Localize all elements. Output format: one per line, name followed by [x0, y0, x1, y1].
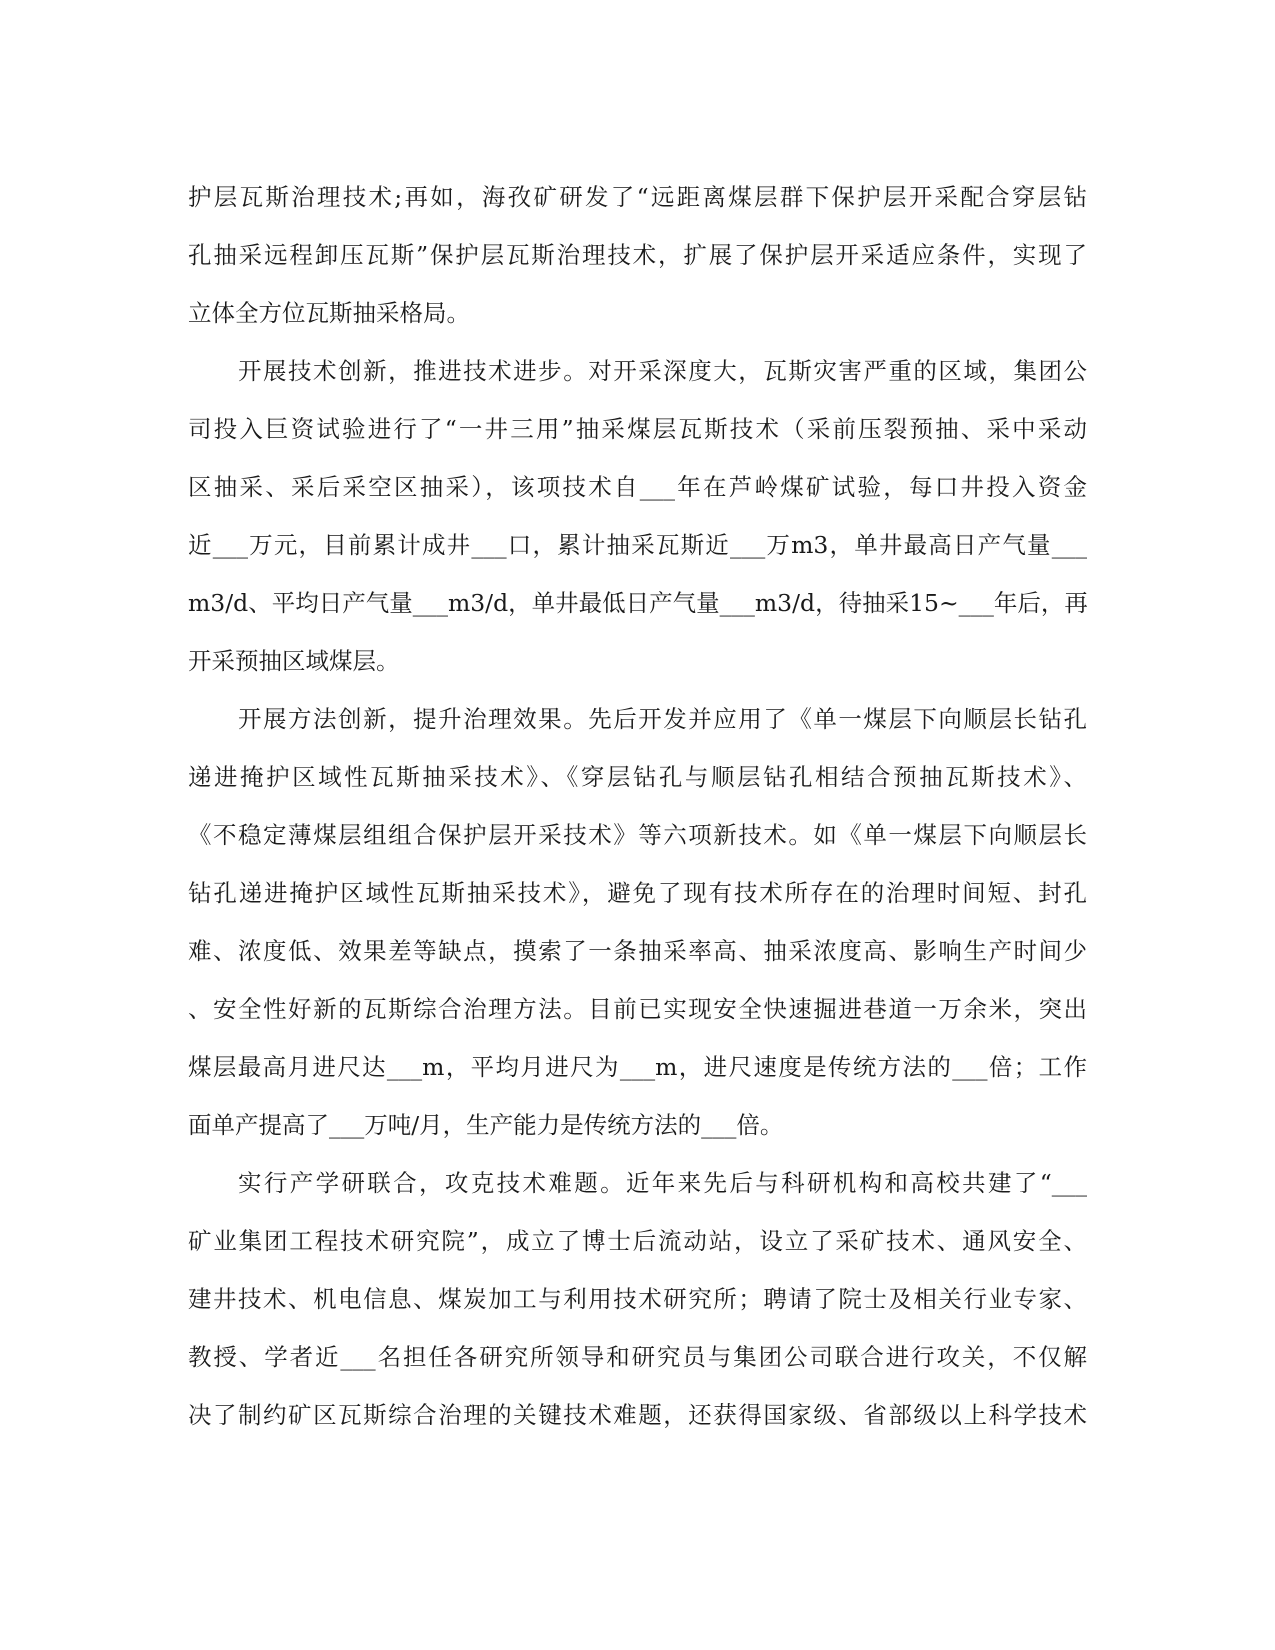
text-line: 建井技术、机电信息、煤炭加工与利用技术研究所；聘请了院士及相关行业专家、: [188, 1285, 1087, 1313]
paragraph-industry-research: [188, 1154, 1087, 1444]
paragraph-technical-innovation: [188, 342, 1087, 690]
text-line: 开展方法创新，提升治理效果。先后开发并应用了《单一煤层下向顺层长钻孔: [238, 705, 1087, 733]
text-line: 近___万元，目前累计成井___口，累计抽采瓦斯近___万m3，单井最高日产气量___: [188, 531, 1087, 559]
text-line: 面单产提高了___万吨/月，生产能力是传统方法的___倍。: [188, 1111, 784, 1139]
text-line: 矿业集团工程技术研究院”，成立了博士后流动站，设立了采矿技术、通风安全、: [188, 1227, 1087, 1255]
text-line: 开采预抽区域煤层。: [188, 647, 400, 675]
text-line: 立体全方位瓦斯抽采格局。: [188, 299, 470, 327]
text-line: 钻孔递进掩护区域性瓦斯抽采技术》，避免了现有技术所存在的治理时间短、封孔: [188, 879, 1087, 907]
paragraph-method-innovation: [188, 690, 1087, 1154]
text-line: 孔抽采远程卸压瓦斯”保护层瓦斯治理技术，扩展了保护层开采适应条件，实现了: [188, 241, 1087, 269]
text-line: 煤层最高月进尺达___m，平均月进尺为___m，进尺速度是传统方法的___倍；工作: [188, 1053, 1087, 1081]
text-line: 《不稳定薄煤层组组合保护层开采技术》等六项新技术。如《单一煤层下向顺层长: [188, 821, 1087, 849]
text-line: 教授、学者近___名担任各研究所领导和研究员与集团公司联合进行攻关，不仅解: [188, 1343, 1087, 1371]
text-line: 决了制约矿区瓦斯综合治理的关键技术难题，还获得国家级、省部级以上科学技术: [188, 1401, 1087, 1429]
document-body: [188, 168, 1087, 1444]
text-line: 司投入巨资试验进行了“一井三用”抽采煤层瓦斯技术（采前压裂预抽、采中采动: [188, 415, 1087, 443]
text-line: 难、浓度低、效果差等缺点，摸索了一条抽采率高、抽采浓度高、影响生产时间少: [188, 937, 1087, 965]
paragraph-protective-layer: [188, 168, 1087, 342]
text-line: 护层瓦斯治理技术;再如，海孜矿研发了“远距离煤层群下保护层开采配合穿层钻: [188, 183, 1087, 211]
text-line: 、安全性好新的瓦斯综合治理方法。目前已实现安全快速掘进巷道一万余米，突出: [188, 995, 1087, 1023]
text-line: 区抽采、采后采空区抽采），该项技术自___年在芦岭煤矿试验，每口井投入资金: [188, 473, 1087, 501]
text-line: 开展技术创新，推进技术进步。对开采深度大，瓦斯灾害严重的区域，集团公: [238, 357, 1087, 385]
text-line: 实行产学研联合，攻克技术难题。近年来先后与科研机构和高校共建了“___: [238, 1169, 1087, 1197]
text-line: 递进掩护区域性瓦斯抽采技术》、《穿层钻孔与顺层钻孔相结合预抽瓦斯技术》、: [188, 763, 1087, 791]
text-line: m3/d、平均日产气量___m3/d，单井最低日产气量___m3/d，待抽采15~___年后，再: [188, 589, 1088, 617]
